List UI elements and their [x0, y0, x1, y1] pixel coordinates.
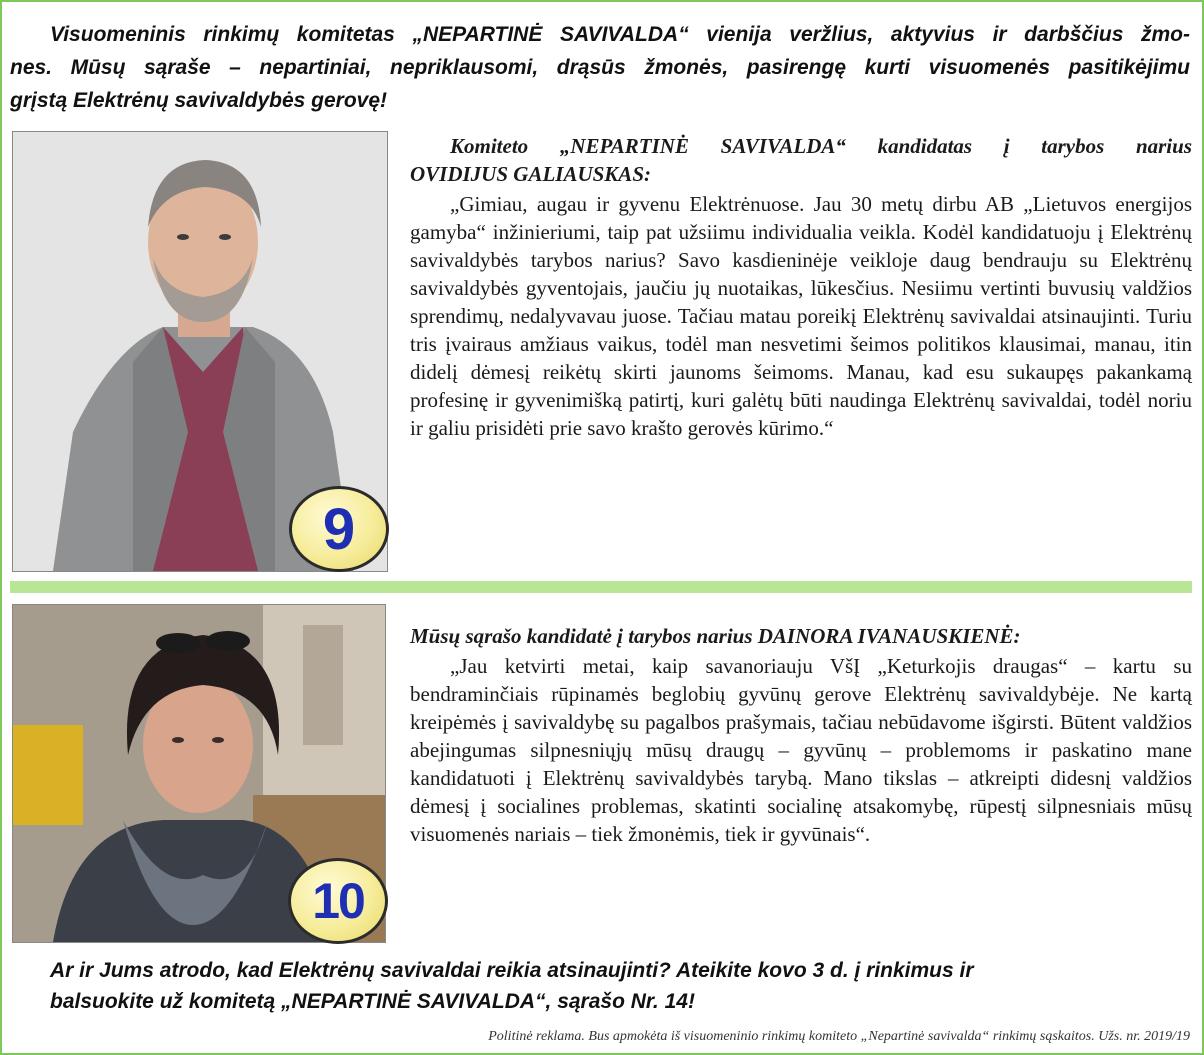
candidate-number-badge: 10	[288, 858, 388, 944]
intro-line: nes. Mūsų sąraše – nepartiniai, nepriklausomi, drąsūs žmonės, pasirengę kurti visuomenės pasitikėjimu	[10, 56, 1190, 79]
candidate-number-badge: 9	[289, 486, 389, 572]
intro-paragraph	[10, 18, 1190, 117]
closing-line: Ar ir Jums atrodo, kad Elektrėnų savivaldai reikia atsinaujinti? Ateikite kovo 3 d. į rinkimus ir	[50, 959, 974, 982]
closing-line: balsuokite už komitetą „NEPARTINĖ SAVIVALDA“, sąrašo Nr. 14!	[50, 990, 695, 1013]
section-divider	[10, 581, 1192, 593]
intro-line: grįstą Elektrėnų savivaldybės gerovę!	[10, 89, 388, 112]
candidate1-name: OVIDIJUS GALIAUSKAS:	[410, 162, 651, 186]
candidate1-quote: „Gimiau, augau ir gyvenu Elektrėnuose. Jau 30 metų dirbu AB „Lietuvos energijos gamyba“ inžinieriumi, taip pat užsiimu individualia veikla. Kodėl kandidatuoju į Elektrėnų savivaldybės tarybos narius? Savo kasdieninėje veikloje daug bendrauju su Elektrėnų savivaldybės gyventojais, jaučiu jų nuotaikas, lūkesčius. Nesiimu vertinti buvusių valdžios sprendimų, nedalyvavau juose. Tačiau matau poreikį Elektrėnų savivaldai atsinaujinti. Turiu tris įvairaus amžiaus vaikus, todėl man nesvetimi šeimos politikos klausimai, manau, itin didelį dėmesį reikėtų skirti jaunoms šeimoms. Manau, kad esu sukaupęs pakankamą profesinę ir gyvenimišką patirtį, kuri galėtų būti naudinga Elektrėnų savivaldai, todėl noriu ir galiu prisidėti prie savo krašto gerovės kūrimo.“	[410, 192, 1192, 440]
candidate2-heading: Mūsų sąrašo kandidatė į tarybos narius DAINORA IVANAUSKIENĖ:	[410, 624, 1021, 648]
candidate1-text	[410, 132, 1192, 442]
candidate2-text	[410, 622, 1192, 848]
candidate1-heading: Komiteto „NEPARTINĖ SAVIVALDA“ kandidatas į tarybos narius	[450, 134, 1192, 158]
candidate2-quote: „Jau ketvirti metai, kaip savanoriauju VšĮ „Keturkojis draugas“ – kartu su bendraminčiais rūpinamės beglobių gyvūnų gerove Elektrėnų savivaldybėje. Ne kartą kreipėmės į savivaldybę su pagalbos prašymais, tačiau nebūdavome išgirsti. Būtent valdžios abejingumas silpnesniųjų mūsų draugų – gyvūnų – problemoms ir paskatino mane kandidatuoti į Elektrėnų savivaldybės tarybą. Mano tikslas – atkreipti didesnį valdžios dėmesį į socialines problemas, skatinti socialinę atsakomybę, rūpestį silpnesniais mūsų visuomenės nariais – tiek žmonėmis, tiek ir gyvūnais“.	[410, 654, 1192, 846]
political-ad-disclaimer: Politinė reklama. Bus apmokėta iš visuomeninio rinkimų komiteto „Nepartinė savivalda“ rinkimų sąskaitos. Užs. nr. 2019/19	[488, 1029, 1190, 1044]
closing-appeal	[50, 955, 1160, 1017]
intro-line: Visuomeninis rinkimų komitetas „NEPARTINĖ SAVIVALDA“ vienija veržlius, aktyvius ir darbščius žmo-	[50, 23, 1190, 46]
